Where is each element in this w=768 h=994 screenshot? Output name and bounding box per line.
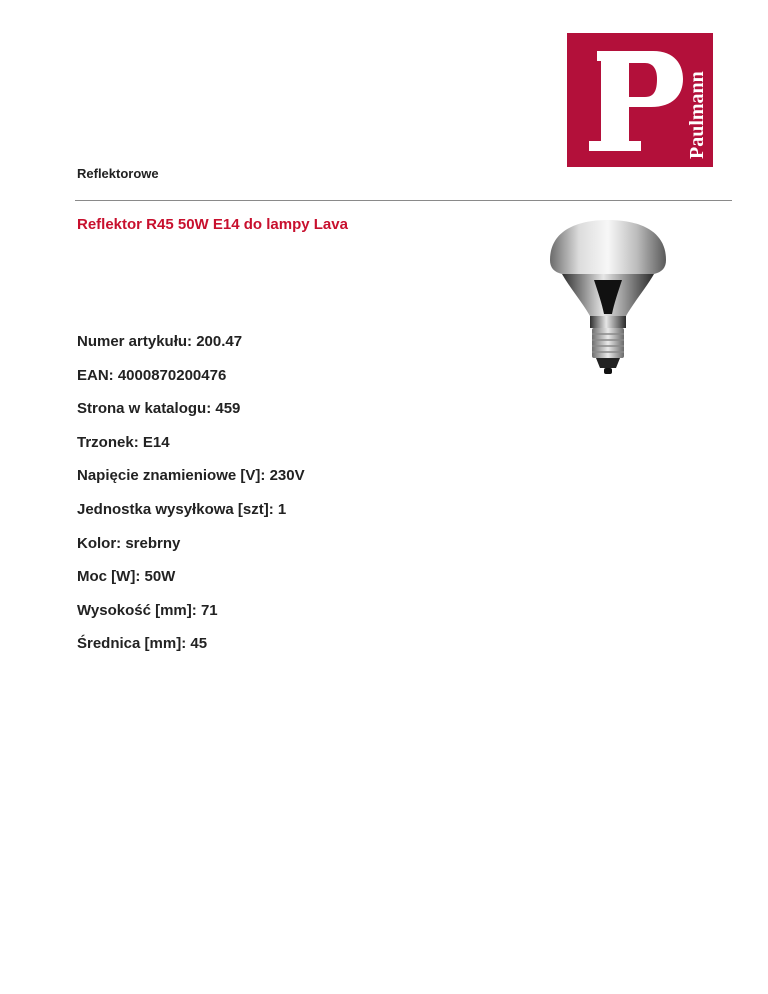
spec-item-napiecie: Napięcie znamieniowe [V]: 230V (77, 467, 305, 485)
spec-label: Strona w katalogu (77, 400, 207, 418)
spec-label: Średnica [mm] (77, 635, 182, 653)
spec-label: Moc [W] (77, 568, 136, 586)
spec-item-numer-artykulu: Numer artykułu: 200.47 (77, 333, 243, 350)
spec-item-ean: EAN: 4000870200476 (77, 366, 227, 384)
spec-value: E14 (142, 433, 170, 451)
spec-value: 1 (277, 500, 287, 518)
spec-label: Jednostka wysyłkowa [szt] (77, 500, 269, 518)
spec-value: 200.47 (196, 333, 243, 350)
spec-value: 230V (269, 467, 305, 485)
spec-value: srebrny (125, 534, 181, 552)
spec-list (77, 333, 305, 669)
spec-item-moc: Moc [W]: 50W (77, 568, 176, 586)
paulmann-logo (567, 33, 713, 167)
category-label: Reflektorowe (77, 166, 159, 181)
spec-value: 45 (190, 635, 208, 653)
spec-item-trzonek: Trzonek: E14 (77, 433, 170, 451)
spec-value: 71 (200, 601, 218, 619)
spec-value: 459 (215, 400, 241, 418)
spec-item-jednostka-wysylkowa: Jednostka wysyłkowa [szt]: 1 (77, 500, 287, 518)
product-title: Reflektor R45 50W E14 do lampy Lava (77, 216, 348, 233)
spec-item-strona-w-katalogu: Strona w katalogu: 459 (77, 400, 241, 418)
divider (75, 200, 732, 201)
light-bulb-icon (538, 218, 678, 378)
spec-label: EAN (77, 366, 109, 384)
spec-item-kolor: Kolor: srebrny (77, 534, 181, 552)
spec-value: 4000870200476 (117, 366, 227, 384)
spec-label: Trzonek (77, 433, 134, 451)
spec-item-wysokosc: Wysokość [mm]: 71 (77, 601, 218, 619)
spec-item-srednica: Średnica [mm]: 45 (77, 635, 208, 653)
spec-label: Kolor (77, 534, 117, 552)
spec-label: Napięcie znamieniowe [V] (77, 467, 261, 485)
logo-wordmark: Paulmann (686, 71, 708, 159)
spec-label: Numer artykułu (77, 333, 188, 350)
spec-label: Wysokość [mm] (77, 601, 192, 619)
spec-value: 50W (144, 568, 176, 586)
